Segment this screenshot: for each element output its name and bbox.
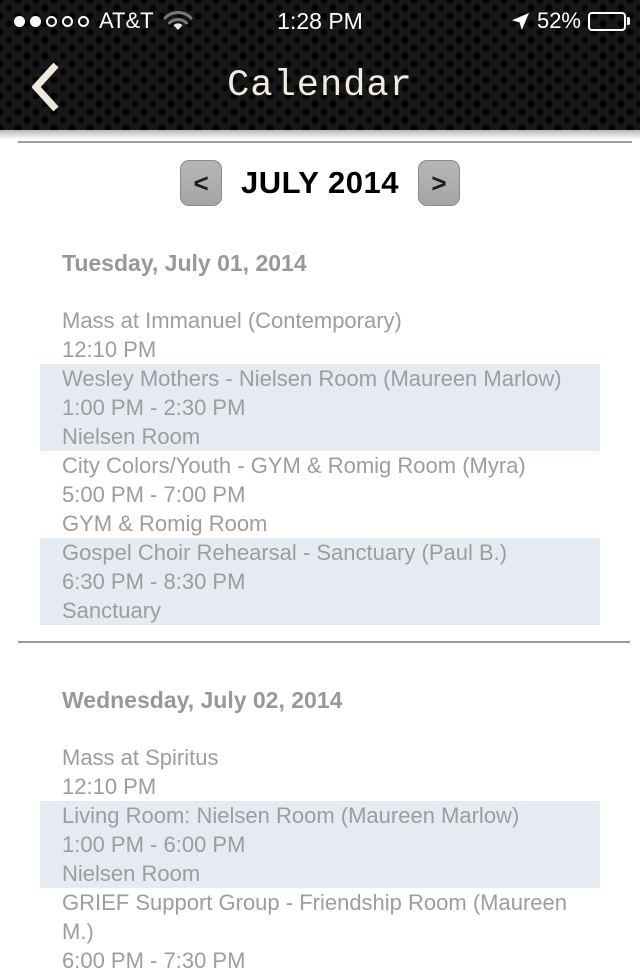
event-time: 6:30 PM - 8:30 PM — [62, 569, 246, 594]
month-nav — [0, 160, 640, 206]
event-title: Living Room: Nielsen Room (Maureen Marlow) — [62, 803, 520, 828]
event-time: 5:00 PM - 7:00 PM — [62, 482, 246, 507]
next-month-button[interactable]: > — [418, 160, 460, 206]
event-location: Sanctuary — [62, 598, 162, 623]
battery-percent-label: 52% — [536, 8, 581, 33]
top-divider — [18, 141, 632, 143]
event-title: Gospel Choir Rehearsal - Sanctuary (Paul B.) — [62, 540, 508, 565]
header-shadow — [0, 130, 640, 139]
event-item[interactable] — [40, 306, 600, 364]
event-time: 12:10 PM — [62, 337, 157, 362]
event-location: GYM & Romig Room — [62, 511, 268, 536]
event-item[interactable] — [40, 888, 600, 975]
event-location: Nielsen Room — [62, 424, 201, 449]
page-title: Calendar — [227, 65, 413, 107]
event-item[interactable] — [40, 801, 600, 888]
day-section — [0, 687, 640, 975]
event-title: GRIEF Support Group - Friendship Room (Maureen M.) — [62, 890, 567, 944]
day-header: Wednesday, July 02, 2014 — [62, 687, 343, 713]
event-time: 1:00 PM - 2:30 PM — [62, 395, 246, 420]
month-title: JULY 2014 — [241, 165, 399, 200]
chevron-left-icon — [32, 62, 60, 112]
event-item[interactable] — [40, 538, 600, 625]
location-arrow-icon — [511, 12, 530, 31]
event-title: Wesley Mothers - Nielsen Room (Maureen Marlow) — [62, 366, 562, 391]
battery-icon — [588, 12, 630, 31]
prev-month-button[interactable]: < — [180, 160, 222, 206]
event-title: Mass at Immanuel (Contemporary) — [62, 308, 402, 333]
day-events — [0, 743, 640, 975]
event-time: 12:10 PM — [62, 774, 157, 799]
event-title: Mass at Spiritus — [62, 745, 219, 770]
day-divider — [18, 641, 630, 643]
event-item[interactable] — [40, 743, 600, 801]
event-title: City Colors/Youth - GYM & Romig Room (Myra) — [62, 453, 526, 478]
clock-label: 1:28 PM — [277, 7, 363, 34]
nav-bar — [0, 42, 640, 130]
day-section — [0, 250, 640, 625]
event-time: 6:00 PM - 7:30 PM — [62, 948, 246, 973]
app-header — [0, 0, 640, 130]
day-header: Tuesday, July 01, 2014 — [62, 250, 307, 276]
status-bar — [0, 0, 640, 42]
day-events — [0, 306, 640, 625]
events-list — [0, 250, 640, 975]
back-button[interactable] — [18, 56, 74, 118]
event-item[interactable] — [40, 451, 600, 538]
event-time: 1:00 PM - 6:00 PM — [62, 832, 246, 857]
event-location: Nielsen Room — [62, 861, 201, 886]
event-item[interactable] — [40, 364, 600, 451]
carrier-label: AT&T — [99, 8, 154, 33]
